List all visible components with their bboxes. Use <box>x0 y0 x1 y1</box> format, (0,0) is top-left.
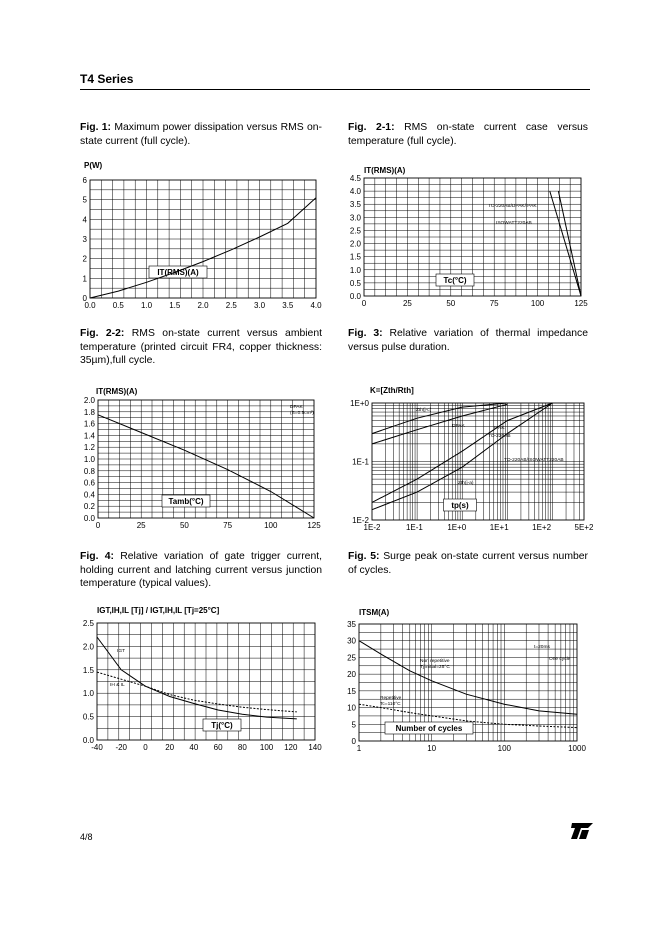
series-title: T4 Series <box>80 72 134 86</box>
y-tick-label: 15 <box>347 686 356 696</box>
y-tick-label: 5 <box>351 720 356 730</box>
chart-fig5 <box>338 605 598 753</box>
caption-text: Maximum power dissipation versus RMS on-state current (full cycle). <box>80 122 322 147</box>
annotation-label: Zth(j-a) <box>458 481 474 486</box>
y-tick-label: 0.8 <box>83 466 95 476</box>
annotation-label: One cycle <box>549 657 571 662</box>
y-axis-label: IT(RMS)(A) <box>96 387 138 396</box>
y-tick-label: 2.0 <box>349 239 361 249</box>
annotation-label: Zth(j-c) <box>416 408 432 413</box>
x-tick-label: 25 <box>136 521 146 530</box>
x-tick-label: 0.5 <box>112 301 124 310</box>
x-tick-label: 3.0 <box>253 301 266 310</box>
x-tick-label: 0 <box>361 299 367 308</box>
y-tick-label: 1.0 <box>349 265 361 275</box>
series-line <box>372 404 507 444</box>
annotation-label: ISOWATT220AB <box>496 221 532 226</box>
y-tick-label: 1.5 <box>82 665 94 675</box>
y-tick-label: 3.0 <box>349 213 361 223</box>
page-number: 4/8 <box>80 832 93 842</box>
y-tick-label: 0 <box>82 294 87 303</box>
y-tick-label: 35 <box>347 620 356 629</box>
y-tick-label: 3 <box>82 235 87 244</box>
caption-text: Relative variation of thermal impedance versus pulse duration. <box>348 328 588 353</box>
x-tick-label: 1E-1 <box>405 523 423 532</box>
y-tick-label: 1.0 <box>82 689 94 699</box>
y-tick-label: 30 <box>347 636 356 646</box>
x-tick-label: 100 <box>264 521 278 530</box>
y-tick-label: 0.0 <box>349 292 361 301</box>
annotation-label: Tj initial=25°C <box>420 665 450 670</box>
caption-num: Fig. 5: <box>348 551 380 562</box>
x-tick-label: 2.5 <box>225 301 237 310</box>
x-tick-label: 60 <box>213 743 223 752</box>
x-tick-label: 0 <box>143 743 148 752</box>
x-tick-label: -20 <box>115 743 128 752</box>
x-tick-label: 50 <box>446 299 456 308</box>
caption-fig2-1 <box>348 121 588 148</box>
annotation-label: DPAK <box>452 424 465 429</box>
annotation-label: (S=0.5cm²) <box>290 411 314 416</box>
y-tick-label: 4 <box>82 215 87 225</box>
caption-fig5 <box>348 550 588 577</box>
x-tick-label: 125 <box>574 299 588 308</box>
x-tick-label: 25 <box>402 299 412 308</box>
x-tick-label: 80 <box>237 743 247 752</box>
y-tick-label: 0.6 <box>83 478 95 488</box>
y-tick-label: 2.5 <box>349 226 361 236</box>
caption-text: RMS on-state current case versus temperature (full cycle). <box>348 122 588 147</box>
y-tick-label: 1.6 <box>83 419 95 429</box>
annotation-label: Non repetitive <box>420 659 450 664</box>
caption-num: Fig. 1: <box>80 122 112 133</box>
x-axis-label: Tc(°C) <box>443 276 467 285</box>
y-axis-label: K=[Zth/Rth] <box>370 386 414 395</box>
y-tick-label: 0.5 <box>349 278 361 288</box>
y-axis-label: P(W) <box>84 161 103 170</box>
annotation-label: IGT <box>117 649 125 654</box>
x-tick-label: 1.5 <box>169 301 181 310</box>
annotation-label: IPAK <box>494 426 505 431</box>
caption-text: Relative variation of gate trigger current, holding current and latching current versus junction temperature (typical values). <box>80 551 322 589</box>
y-tick-label: 10 <box>347 703 356 713</box>
x-tick-label: 2.0 <box>197 301 209 310</box>
y-tick-label: 1.4 <box>83 431 95 441</box>
x-tick-label: 100 <box>530 299 545 308</box>
x-tick-label: 140 <box>308 743 322 752</box>
x-tick-label: 100 <box>497 744 512 753</box>
x-tick-label: 20 <box>165 743 175 752</box>
annotation-label: t=20ms <box>534 645 550 650</box>
x-tick-label: 1.0 <box>140 301 153 310</box>
x-tick-label: 4.0 <box>310 301 322 310</box>
y-tick-label: 1E-1 <box>352 457 369 467</box>
chart-fig1 <box>70 157 330 312</box>
y-tick-label: 1E-2 <box>352 516 369 525</box>
caption-num: Fig. 4: <box>80 551 114 562</box>
x-axis-label: tp(s) <box>451 501 469 510</box>
chart-fig4 <box>70 603 330 753</box>
y-tick-label: 0.4 <box>83 490 95 500</box>
chart-fig3 <box>338 381 598 531</box>
y-tick-label: 2.5 <box>82 619 94 628</box>
x-tick-label: 3.5 <box>282 301 294 310</box>
annotation-label: Repetitive <box>380 696 402 701</box>
caption-fig2-2 <box>80 327 322 368</box>
caption-num: Fig. 2-1: <box>348 122 395 133</box>
y-tick-label: 2.0 <box>83 396 95 405</box>
y-tick-label: 0.0 <box>82 736 94 745</box>
x-tick-label: 40 <box>189 743 199 752</box>
y-tick-label: 4.5 <box>349 174 361 183</box>
series-line <box>97 637 297 719</box>
chart-fig2-2 <box>70 382 330 530</box>
x-axis-label: IT(RMS)(A) <box>157 268 199 277</box>
x-tick-label: 1E+2 <box>532 523 552 532</box>
caption-text: Surge peak on-state current versus number of cycles. <box>348 551 588 576</box>
annotation-label: IH & IL <box>110 683 125 688</box>
y-tick-label: 1 <box>82 274 87 284</box>
x-axis-label: Number of cycles <box>395 724 463 733</box>
y-tick-label: 0.5 <box>82 712 94 722</box>
y-tick-label: 4.0 <box>349 187 361 197</box>
y-tick-label: 1.8 <box>83 407 95 417</box>
x-tick-label: 5E+2 <box>574 523 594 532</box>
caption-text: RMS on-state current versus ambient temperature (printed circuit FR4, copper thickness: 35µm),full cycle. <box>80 328 323 366</box>
x-tick-label: 100 <box>259 743 274 752</box>
y-tick-label: 25 <box>347 653 356 663</box>
annotation-label: TO-220AB/DPAK/IPAK <box>488 204 537 209</box>
y-tick-label: 2.0 <box>82 642 94 652</box>
y-tick-label: 20 <box>347 670 356 680</box>
y-tick-label: 1.5 <box>349 252 361 262</box>
x-tick-label: 50 <box>179 521 189 530</box>
x-tick-label: 120 <box>284 743 298 752</box>
annotation-label: TO-220AB/ISOWATT220AB <box>504 458 564 463</box>
x-tick-label: 75 <box>489 299 499 308</box>
series-line <box>97 672 297 712</box>
x-tick-label: 1E-2 <box>363 523 381 532</box>
x-tick-label: 1 <box>356 744 362 753</box>
x-tick-label: 10 <box>427 744 437 753</box>
y-axis-label: ITSM(A) <box>359 608 390 617</box>
x-tick-label: 1E+1 <box>489 523 509 532</box>
caption-fig4 <box>80 550 322 591</box>
x-tick-label: 1E+0 <box>447 523 467 532</box>
y-tick-label: 1E+0 <box>350 399 369 408</box>
y-tick-label: 6 <box>82 176 87 185</box>
st-logo <box>568 822 594 840</box>
y-tick-label: 2 <box>82 254 87 264</box>
x-tick-label: 75 <box>223 521 233 530</box>
caption-num: Fig. 2-2: <box>80 328 125 339</box>
y-tick-label: 1.2 <box>83 443 95 453</box>
header-rule <box>80 89 590 90</box>
caption-num: Fig. 3: <box>348 328 383 339</box>
y-tick-label: 0.2 <box>83 502 95 512</box>
x-axis-label: Tj(°C) <box>211 721 233 730</box>
annotation-label: TO-220AB <box>488 434 511 439</box>
annotation-label: Tc=110°C <box>380 702 401 707</box>
y-tick-label: 5 <box>82 195 87 205</box>
x-tick-label: 1000 <box>568 744 586 753</box>
series-line <box>372 403 507 434</box>
x-tick-label: 0 <box>95 521 101 530</box>
x-tick-label: 0.0 <box>84 301 96 310</box>
x-tick-label: 125 <box>307 521 321 530</box>
annotation-label: DPAK <box>290 405 303 410</box>
x-axis-label: Tamb(°C) <box>168 497 204 506</box>
y-axis-label: IT(RMS)(A) <box>364 166 406 175</box>
x-tick-label: -40 <box>91 743 103 752</box>
chart-fig2-1 <box>338 160 598 312</box>
y-tick-label: 3.5 <box>349 200 361 210</box>
y-axis-label: IGT,IH,IL [Tj] / IGT,IH,IL [Tj=25°C] <box>97 606 220 615</box>
y-tick-label: 0.0 <box>83 514 95 523</box>
y-tick-label: 1.0 <box>83 455 95 464</box>
caption-fig3 <box>348 327 588 354</box>
y-tick-label: 0 <box>351 737 356 746</box>
caption-fig1 <box>80 121 322 148</box>
